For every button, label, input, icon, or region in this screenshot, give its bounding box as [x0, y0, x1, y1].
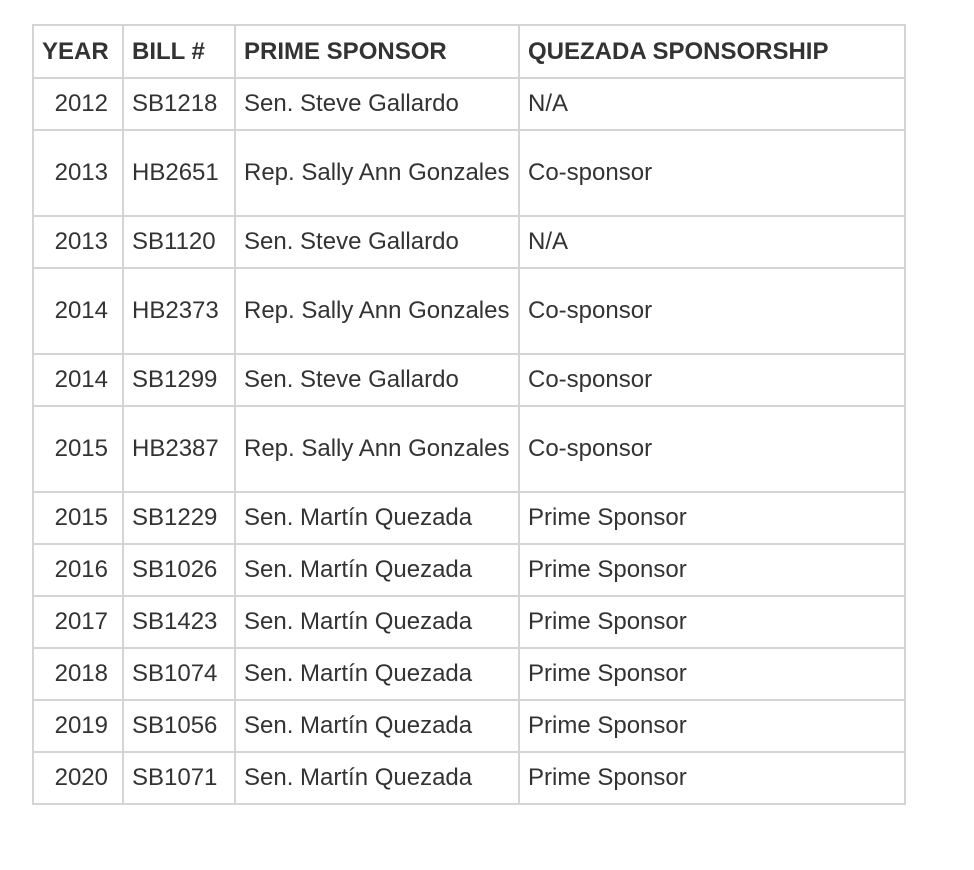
- sponsorship-table: [32, 24, 906, 805]
- cell-status: Prime Sponsor: [519, 700, 905, 752]
- cell-year: 2015: [33, 492, 123, 544]
- cell-sponsor: Rep. Sally Ann Gonzales: [235, 130, 519, 216]
- cell-year: 2013: [33, 130, 123, 216]
- cell-sponsor: Sen. Martín Quezada: [235, 544, 519, 596]
- table-body: [33, 78, 905, 804]
- cell-bill: SB1299: [123, 354, 235, 406]
- cell-year: 2017: [33, 596, 123, 648]
- cell-bill: SB1229: [123, 492, 235, 544]
- table-row: [33, 78, 905, 130]
- table-row: [33, 268, 905, 354]
- table-container: [32, 24, 906, 805]
- cell-year: 2012: [33, 78, 123, 130]
- cell-status: Co-sponsor: [519, 268, 905, 354]
- table-row: [33, 216, 905, 268]
- cell-status: Prime Sponsor: [519, 544, 905, 596]
- cell-status: Prime Sponsor: [519, 596, 905, 648]
- cell-bill: SB1056: [123, 700, 235, 752]
- cell-bill: SB1120: [123, 216, 235, 268]
- cell-status: Co-sponsor: [519, 130, 905, 216]
- cell-year: 2016: [33, 544, 123, 596]
- cell-sponsor: Rep. Sally Ann Gonzales: [235, 406, 519, 492]
- cell-year: 2013: [33, 216, 123, 268]
- cell-status: Prime Sponsor: [519, 648, 905, 700]
- cell-year: 2020: [33, 752, 123, 804]
- table-header: [33, 25, 905, 78]
- cell-bill: SB1071: [123, 752, 235, 804]
- table-row: [33, 544, 905, 596]
- cell-bill: HB2373: [123, 268, 235, 354]
- cell-status: Co-sponsor: [519, 406, 905, 492]
- cell-bill: SB1423: [123, 596, 235, 648]
- header-prime-sponsor: PRIME SPONSOR: [235, 25, 519, 78]
- cell-bill: HB2651: [123, 130, 235, 216]
- cell-sponsor: Rep. Sally Ann Gonzales: [235, 268, 519, 354]
- table-row: [33, 700, 905, 752]
- header-year: YEAR: [33, 25, 123, 78]
- table-row: [33, 130, 905, 216]
- cell-year: 2014: [33, 354, 123, 406]
- table-row: [33, 354, 905, 406]
- cell-sponsor: Sen. Steve Gallardo: [235, 78, 519, 130]
- header-row: [33, 25, 905, 78]
- cell-sponsor: Sen. Steve Gallardo: [235, 216, 519, 268]
- table-row: [33, 648, 905, 700]
- cell-sponsor: Sen. Martín Quezada: [235, 752, 519, 804]
- cell-sponsor: Sen. Martín Quezada: [235, 492, 519, 544]
- table-row: [33, 752, 905, 804]
- cell-year: 2014: [33, 268, 123, 354]
- cell-status: Prime Sponsor: [519, 752, 905, 804]
- cell-year: 2018: [33, 648, 123, 700]
- header-quezada-sponsorship: QUEZADA SPONSORSHIP: [519, 25, 905, 78]
- cell-bill: SB1074: [123, 648, 235, 700]
- table-row: [33, 596, 905, 648]
- table-row: [33, 492, 905, 544]
- cell-status: N/A: [519, 78, 905, 130]
- cell-sponsor: Sen. Martín Quezada: [235, 596, 519, 648]
- cell-year: 2015: [33, 406, 123, 492]
- cell-sponsor: Sen. Martín Quezada: [235, 648, 519, 700]
- cell-status: Prime Sponsor: [519, 492, 905, 544]
- cell-status: Co-sponsor: [519, 354, 905, 406]
- header-bill: BILL #: [123, 25, 235, 78]
- cell-year: 2019: [33, 700, 123, 752]
- cell-sponsor: Sen. Steve Gallardo: [235, 354, 519, 406]
- table-row: [33, 406, 905, 492]
- cell-bill: SB1218: [123, 78, 235, 130]
- cell-status: N/A: [519, 216, 905, 268]
- cell-bill: SB1026: [123, 544, 235, 596]
- cell-sponsor: Sen. Martín Quezada: [235, 700, 519, 752]
- cell-bill: HB2387: [123, 406, 235, 492]
